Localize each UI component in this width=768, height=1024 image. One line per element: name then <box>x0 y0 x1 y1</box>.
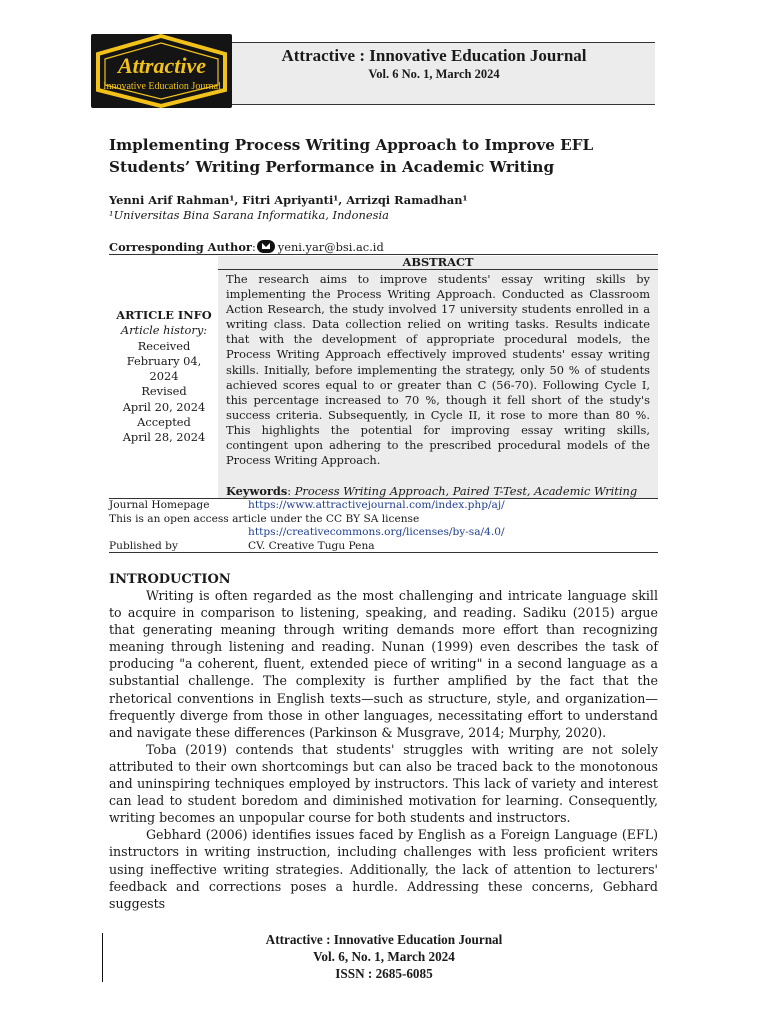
revised-date: April 20, 2024 <box>122 399 206 414</box>
keywords-label: Keywords <box>226 484 288 498</box>
affiliation: ¹Universitas Bina Sarana Informatika, Indonesia <box>109 208 389 222</box>
paper-title: Implementing Process Writing Approach to Improve EFL Students’ Writing Performance in Academic Writing <box>109 136 594 176</box>
publisher-name: CV. Creative Tugu Pena <box>248 540 375 552</box>
logo-wordmark: Attractive <box>118 53 206 78</box>
journal-issue: Vol. 6 No. 1, March 2024 <box>368 67 500 81</box>
accepted-label: Accepted <box>137 415 191 430</box>
abstract-text: The research aims to improve students' essay writing skills by implementing the Process Writing Approach. Conducted as Classroom Action Research, the study involved 17 university students enrolled in a writing class. Data collection relied on writing tasks. Results indicate that with the development of appropriate procedural models, the Process Writing Approach effectively improved students' essay writing skills. Initially, before implementing the strategy, only 50 % of students achieved scores equal to or greater than C (56-70). Following Cycle I, this percentage increased to 70 %, though it fell short of the study's success criteria. Subsequently, in Cycle II, it rose to more than 80 %. This highlights the potential for improving essay writing skills, contingent upon adhering to the prescribed procedural models of the Process Writing Approach. <box>226 272 650 468</box>
paragraph-3: Gebhard (2006) identifies issues faced by English as a Foreign Language (EFL) instructors in writing instruction, including challenges with less proficient writers using ineffective writing strategies. Additionally, the lack of attention to lecturers' feedback and corrections poses a hurdle. Addressing these concerns, Gebhard suggests <box>109 827 658 911</box>
corresponding-email[interactable]: yeni.yar@bsi.ac.id <box>277 240 384 254</box>
publisher-label: Published by <box>109 540 178 552</box>
revised-label: Revised <box>141 384 187 399</box>
footer-journal: Attractive : Innovative Education Journal <box>265 932 503 947</box>
corresponding-author-label: Corresponding Author <box>109 240 252 254</box>
corresponding-author: Corresponding Author: yeni.yar@bsi.ac.id <box>109 240 384 254</box>
footer-issue: Vol. 6, No. 1, March 2024 <box>313 949 455 964</box>
homepage-label: Journal Homepage <box>109 499 210 511</box>
journal-logo <box>91 34 232 108</box>
article-info <box>109 308 219 446</box>
received-date: February 04, 2024 <box>126 353 202 384</box>
accepted-date: April 28, 2024 <box>122 430 206 445</box>
homepage-link[interactable]: https://www.attractivejournal.com/index.php/aj/ <box>248 499 505 511</box>
author-list: Yenni Arif Rahman¹, Fitri Apriyanti¹, Arrizqi Ramadhan¹ <box>109 193 468 207</box>
footer-issn: ISSN : 2685-6085 <box>335 966 433 981</box>
table-rule-bottom <box>109 552 658 553</box>
header-rule-bottom <box>232 104 655 105</box>
article-info-heading: ARTICLE INFO <box>116 308 212 322</box>
received-label: Received <box>137 338 191 353</box>
paragraph-2: Toba (2019) contends that students' struggles with writing are not solely attributed to their own shortcomings but can also be traced back to the monotonous and uninspiring techniques employed by instructors. This lack of variety and interest can lead to student boredom and diminished motivation for learning. Consequently, writing becomes an unpopular course for both students and instructors. <box>109 741 658 826</box>
footer-bar <box>102 933 103 982</box>
license-text: This is an open access article under the CC BY SA license <box>109 513 420 525</box>
paragraph-1: Writing is often regarded as the most challenging and intricate language skill to acquire in comparison to listening, speaking, and reading. Sadiku (2015) argue that generating meaning through writing demands more effort than recognizing meaning through listening and reading. Nunan (1999) even describes the task of producing "a coherent, fluent, extended piece of writing" in a second language as a substantial challenge. The complexity is further amplified by the fact that the rhetorical conventions in English texts—such as structure, style, and organization—frequently diverge from those in other languages, necessitating effort to understand and navigate these differences (Parkinson & Musgrave, 2014; Murphy, 2020). <box>109 588 658 740</box>
abstract-heading: ABSTRACT <box>402 255 474 269</box>
body-text <box>109 587 658 912</box>
journal-title: Attractive : Innovative Education Journal <box>281 46 587 65</box>
header-rule-top <box>232 42 655 43</box>
logo-subtitle: Innovative Education Journal <box>103 81 221 92</box>
keywords: Keywords: Process Writing Approach, Paired T-Test, Academic Writing <box>226 484 638 498</box>
section-heading: INTRODUCTION <box>109 572 231 587</box>
keywords-list: Process Writing Approach, Paired T-Test, Academic Writing <box>294 484 638 498</box>
license-link[interactable]: https://creativecommons.org/licenses/by-sa/4.0/ <box>248 526 505 538</box>
article-history-label: Article history: <box>120 323 208 338</box>
mail-icon <box>257 240 275 253</box>
